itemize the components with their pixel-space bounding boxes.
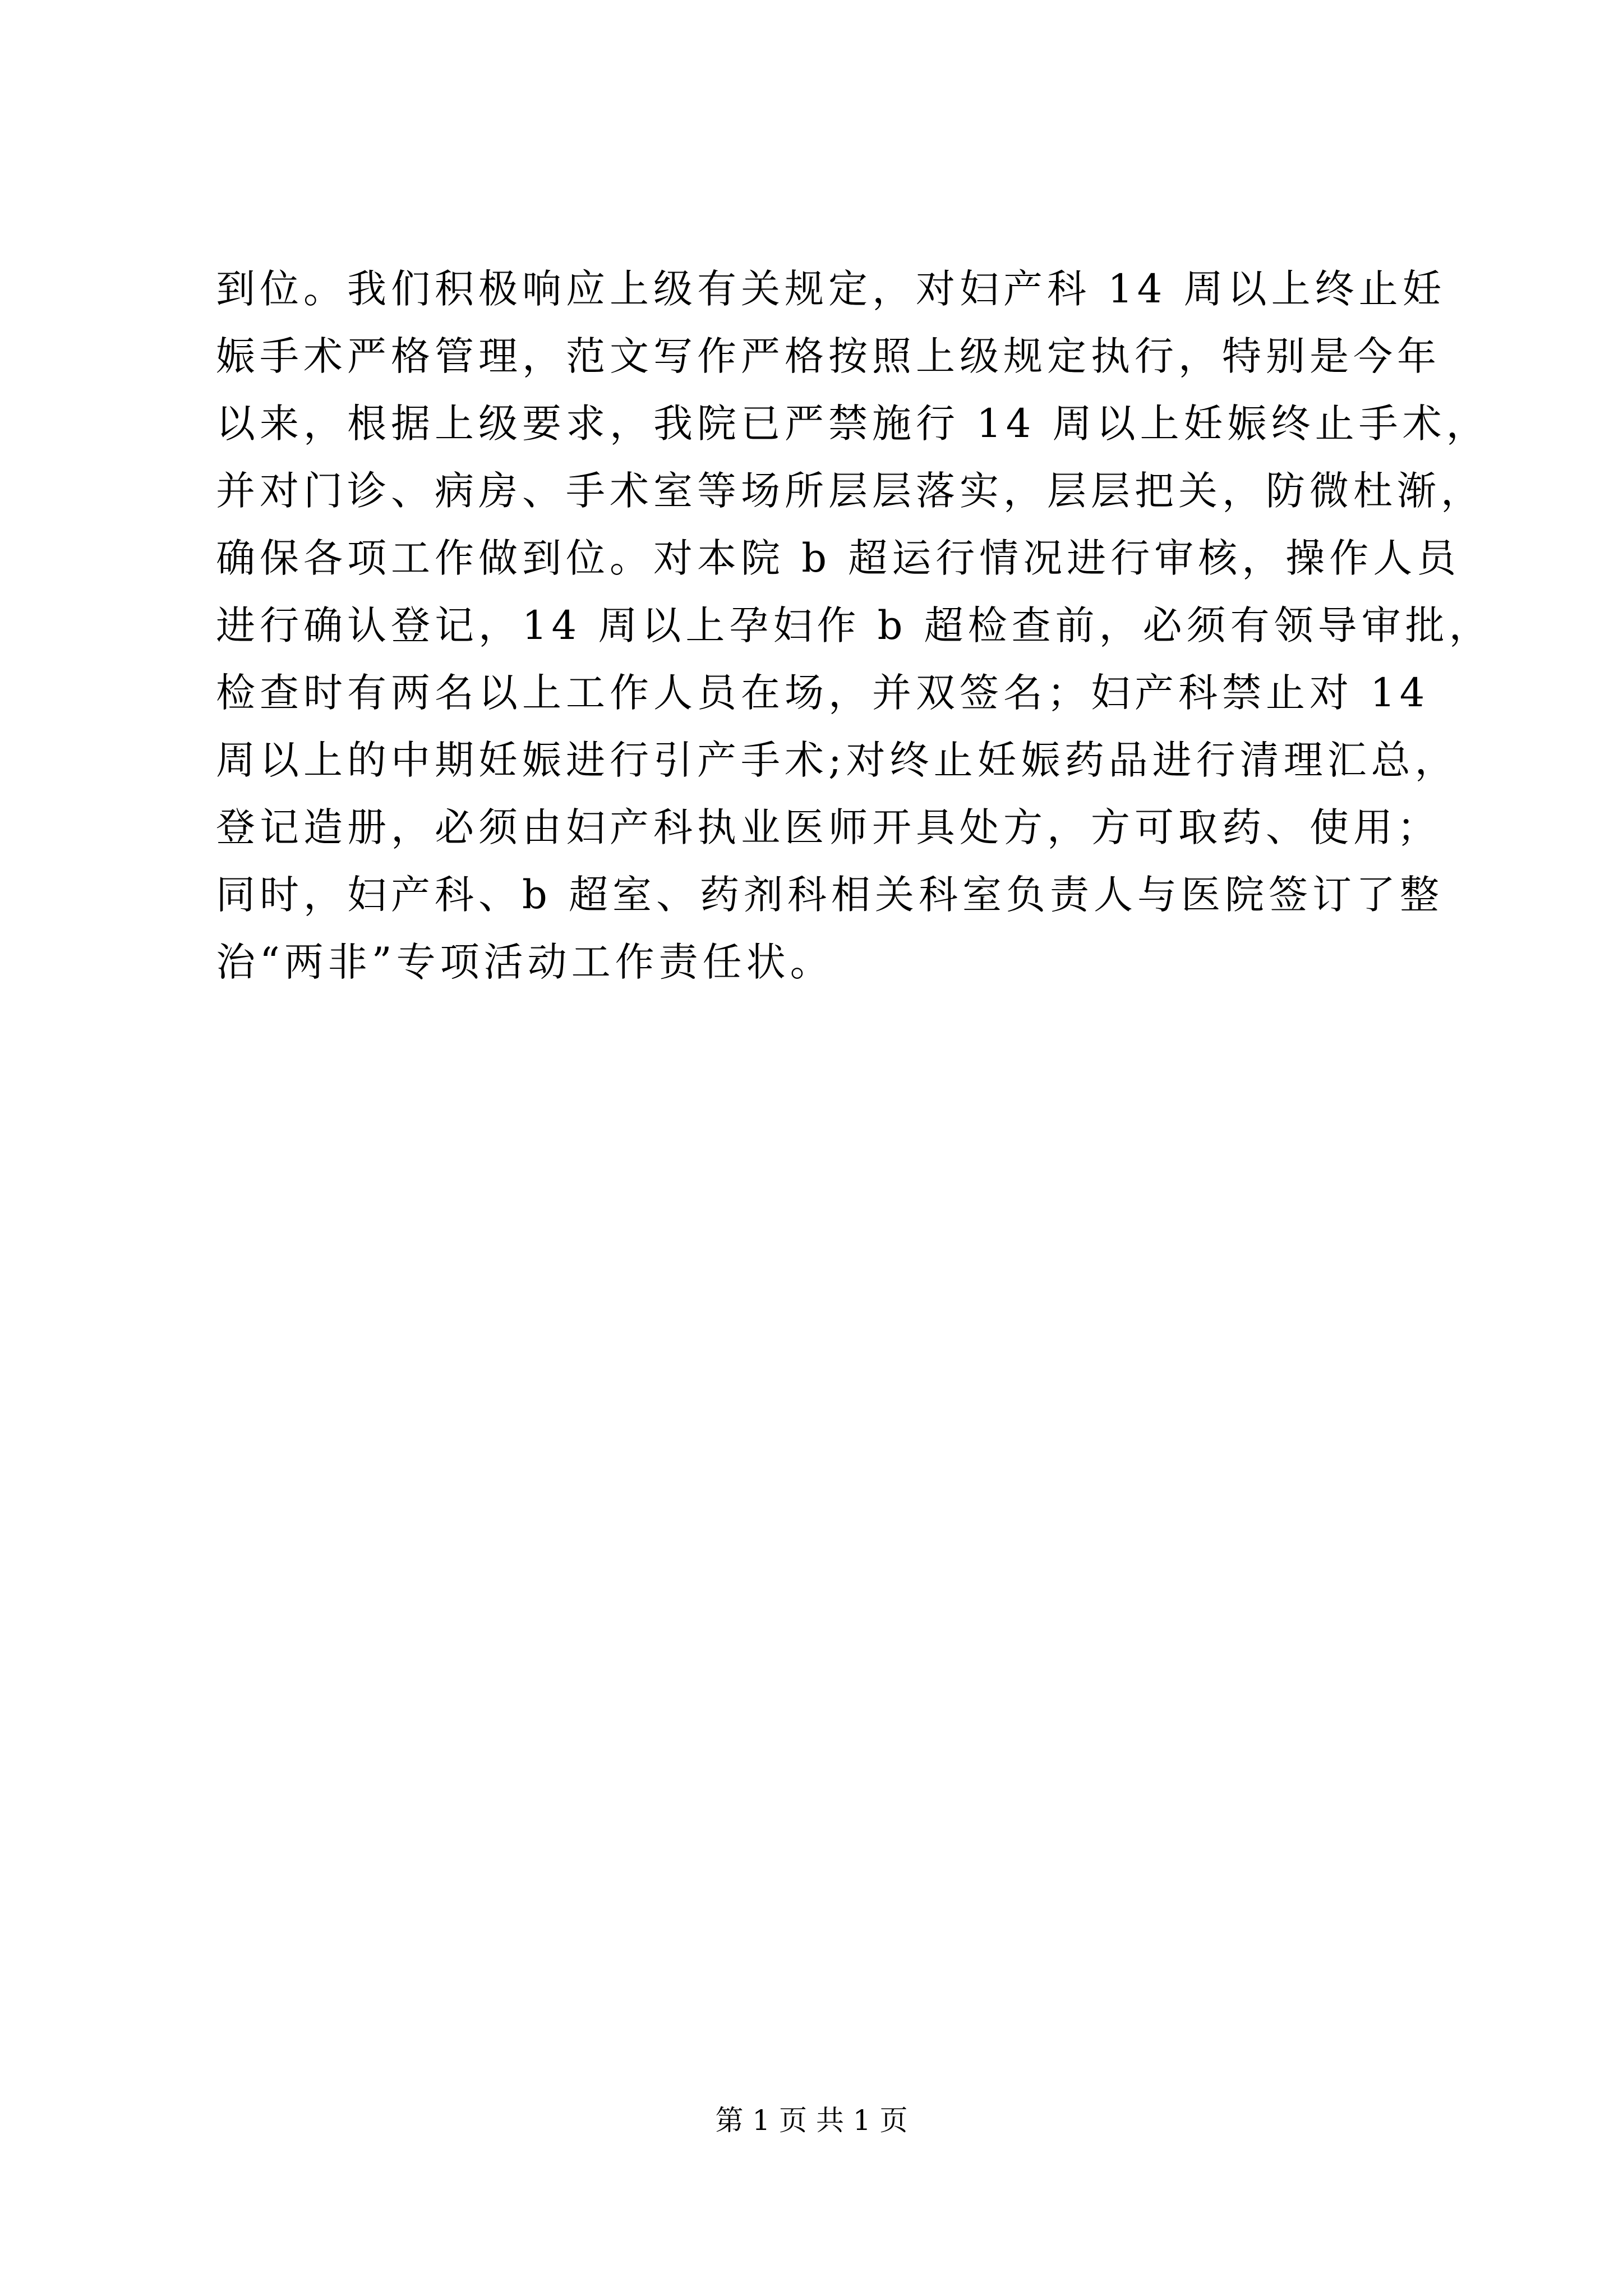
paragraph-line: 进行确认登记，14 周以上孕妇作 b 超检查前，必须有领导审批， xyxy=(216,602,1493,648)
paragraph-line: 周以上的中期妊娠进行引产手术;对终止妊娠药品进行清理汇总， xyxy=(216,737,1459,783)
paragraph-line: 娠手术严格管理，范文写作严格按照上级规定执行，特别是今年 xyxy=(216,333,1441,379)
page-number-footer: 第 1 页 共 1 页 xyxy=(715,2104,908,2137)
paragraph-line: 检查时有两名以上工作人员在场，并双签名；妇产科禁止对 14 xyxy=(216,670,1430,716)
paragraph-line: 并对门诊、病房、手术室等场所层层落实，层层把关，防微杜渐， xyxy=(216,468,1484,514)
paragraph-line: 治“两非”专项活动工作责任状。 xyxy=(216,939,834,985)
paragraph-line: 同时，妇产科、b 超室、药剂科相关科室负责人与医院签订了整 xyxy=(216,872,1444,918)
body-paragraph xyxy=(216,255,1493,996)
paragraph-line: 以来，根据上级要求，我院已严禁施行 14 周以上妊娠终止手术， xyxy=(216,401,1490,447)
paragraph-line: 确保各项工作做到位。对本院 b 超运行情况进行审核，操作人员 xyxy=(216,535,1461,581)
paragraph-line: 登记造册，必须由妇产科执业医师开具处方，方可取药、使用； xyxy=(216,804,1441,850)
paragraph-line: 到位。我们积极响应上级有关规定，对妇产科 14 周以上终止妊 xyxy=(216,266,1446,312)
